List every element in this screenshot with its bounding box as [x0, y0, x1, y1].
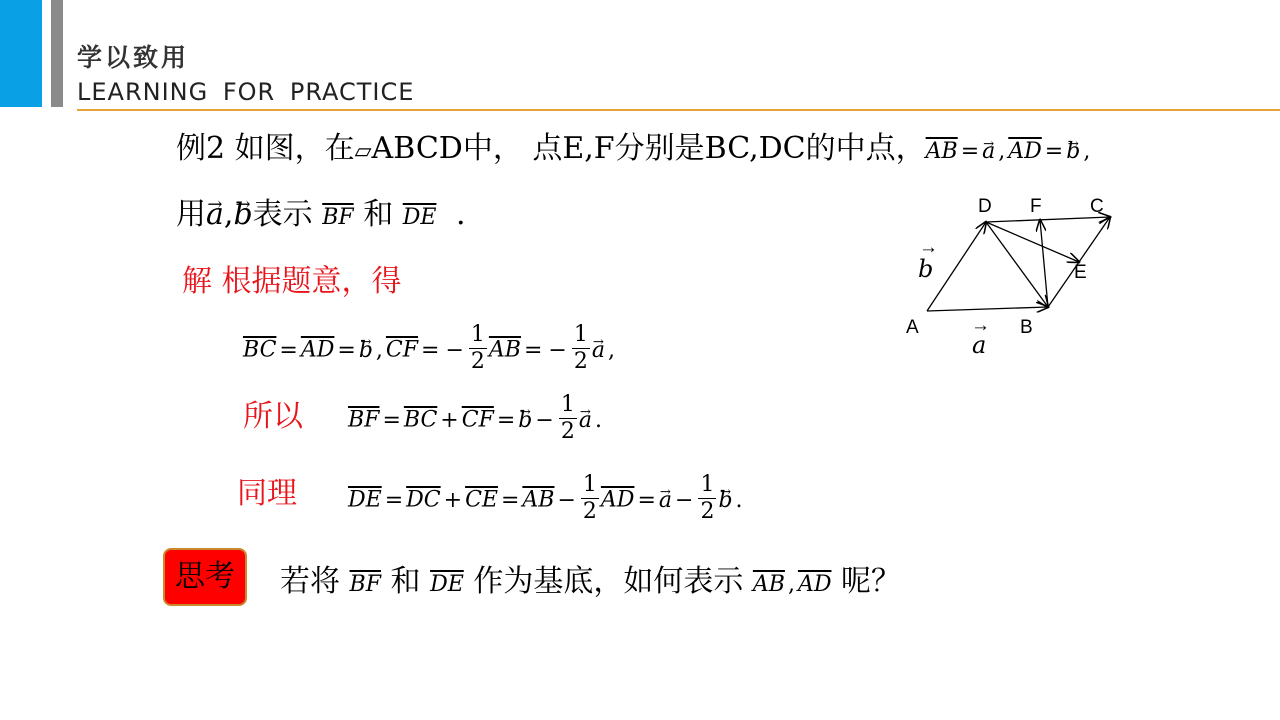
vector-de: $\overline{DE}$	[402, 205, 437, 230]
section-subtitle: LEARNING FOR PRACTICE	[77, 78, 415, 106]
edge-dc	[986, 217, 1110, 222]
label-b-point: B	[1020, 317, 1033, 338]
parallelogram-symbol: ▱	[354, 139, 372, 164]
parallelogram-diagram	[890, 185, 1140, 375]
think-badge: 思考	[163, 548, 247, 606]
solution-step-3: $\overline{DE} = \overline{DC} + \overline{CE} = \overline{AB}$ − $\frac{1}{2}$ $\overline{AD}$ = → a − $\frac{1}{2}$ → b .	[348, 472, 746, 525]
label-f-point: F	[1030, 196, 1042, 217]
problem-line-2: 用→ a,→ b表示 $\overline{BF}$ 和 $\overline{DE}$ .	[176, 195, 466, 238]
label-c-point: C	[1090, 196, 1104, 217]
vector-bf: $\overline{BF}$	[322, 205, 354, 230]
problem-main: ABCD中， 点E,F分别是BC,DC的中点，	[371, 131, 926, 166]
label-vector-a: a	[972, 331, 987, 359]
similarly-label: 同理	[237, 476, 297, 511]
label-d-point: D	[978, 196, 992, 217]
problem-line-1: 例2 如图，在▱ABCD中， 点E,F分别是BC,DC的中点，$\overline{AB}$ = → a , $\overline{AD}$ = → b ,	[176, 129, 1093, 172]
think-question: 若将 $\overline{BF}$ 和 $\overline{DE}$ 作为基底，如何表示 $\overline{AB}$ , $\overline{AD}$ 呢？	[280, 564, 902, 599]
solution-intro: 解 根据题意，得	[182, 264, 402, 299]
vector-a: → a	[982, 132, 995, 172]
header-divider	[77, 109, 1280, 111]
solution-step-2: $\overline{BF} = \overline{BC} + \overline{CF}$ = → b − $\frac{1}{2}$ → a .	[348, 392, 605, 445]
edge-ab	[927, 307, 1048, 311]
vector-bf: $\overline{BF}$	[349, 572, 381, 597]
vector-ad: $\overline{AD}$	[1008, 139, 1042, 164]
label-e-point: E	[1074, 262, 1087, 283]
so-label: 所以	[243, 399, 303, 434]
arrow-a-icon: →	[971, 315, 990, 336]
vector-b: → b	[1066, 132, 1080, 172]
section-title: 学以致用	[77, 43, 190, 72]
vector-ad: $\overline{AD}$	[797, 572, 832, 597]
edge-ad	[927, 222, 986, 311]
period: .	[455, 197, 466, 232]
use-label: 用	[176, 197, 206, 232]
vector-a: → a	[206, 195, 224, 235]
vector-ab: $\overline{AB}$	[925, 139, 958, 164]
vector-de: $\overline{DE}$	[430, 572, 464, 597]
and-label: 和	[363, 197, 394, 232]
problem-prefix: 例2 如图，在	[176, 131, 355, 166]
gray-bar	[51, 0, 63, 107]
accent-bar	[0, 0, 42, 107]
label-a-point: A	[906, 317, 919, 338]
arrow-b-icon: →	[919, 237, 938, 258]
vector-ab: $\overline{AB}$	[752, 572, 785, 597]
label-vector-b: b	[918, 255, 934, 283]
vector-bf-line	[1040, 220, 1048, 307]
vector-b: → b	[233, 195, 252, 235]
solution-step-1: $\overline{BC} = \overline{AD}$ = → b , $\overline{CF}$ = − $\frac{1}{2}$ $\overline{AB}$ = − $\frac{1}{2}$ → a ,	[243, 322, 618, 375]
express-label: 表示	[252, 197, 313, 232]
